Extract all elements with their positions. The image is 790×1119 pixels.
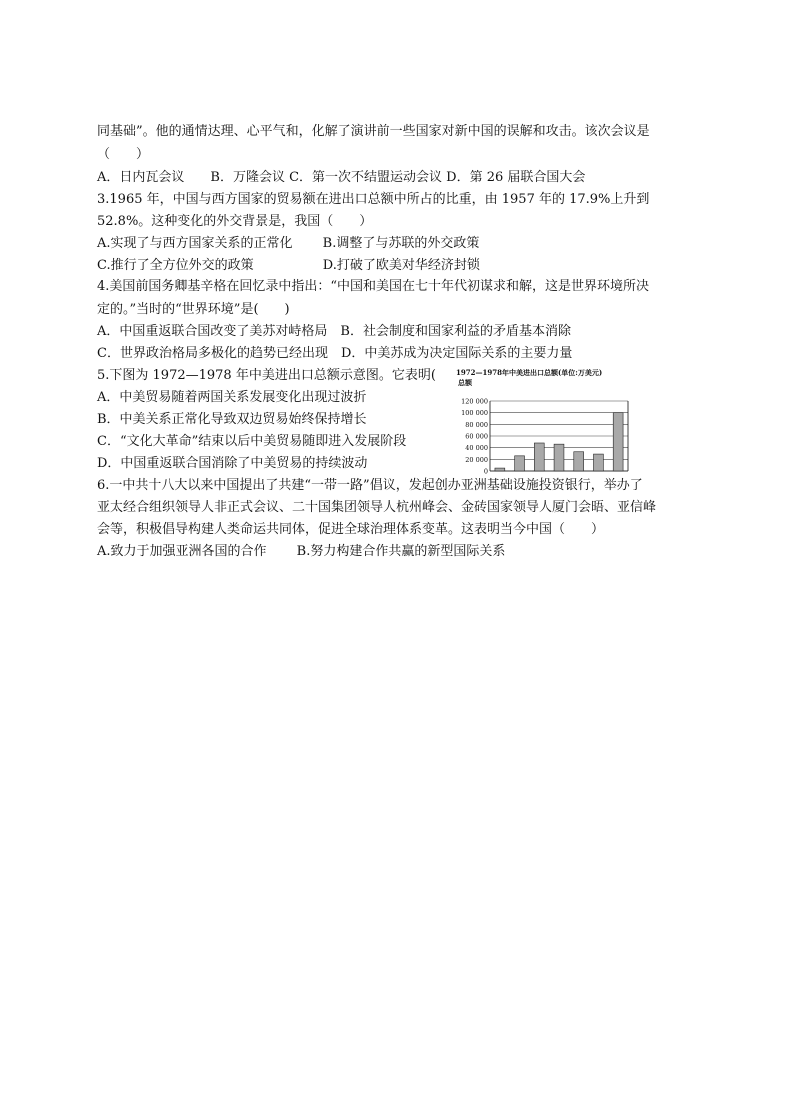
- bar-1976: [574, 452, 584, 471]
- y-tick-label: 80 000: [465, 420, 488, 429]
- y-axis-label: 总额: [458, 378, 472, 387]
- chart-title: 1972—1978年中美进出口总额(单位:万美元): [456, 368, 603, 377]
- text-line: A.实现了与西方国家关系的正常化 B.调整了与苏联的外交政策: [97, 236, 480, 251]
- y-tick-label: 100 000: [461, 409, 488, 418]
- text-line: 5.下图为 1972—1978 年中美进出口总额示意图。它表明(: [97, 368, 436, 383]
- bar-1975: [554, 444, 564, 471]
- text-line: 同基础”。他的通情达理、心平气和，化解了演讲前一些国家对新中国的误解和攻击。该次会议是: [97, 124, 650, 139]
- text-line: A．日内瓦会议 B．万隆会议 C．第一次不结盟运动会议 D．第 26 届联合国大会: [97, 170, 586, 185]
- bar-1978: [613, 413, 623, 471]
- text-line: 会等，积极倡导构建人类命运共同体，促进全球治理体系变革。这表明当今中国（ ）: [97, 522, 605, 537]
- text-line: 6.一中共十八大以来中国提出了共建“一带一路”倡议，发起创办亚洲基础设施投资银行，举办了: [97, 478, 643, 493]
- text-line: D．中国重返联合国消除了中美贸易的持续波动: [97, 456, 368, 471]
- text-line: 4.美国前国务卿基辛格在回忆录中指出：“中国和美国在七十年代初谋求和解，这是世界环境所决: [97, 279, 650, 294]
- chart-svg: [452, 367, 632, 475]
- y-tick-label: 60 000: [465, 432, 488, 441]
- text-line: B．中美关系正常化导致双边贸易始终保持增长: [97, 412, 367, 427]
- text-line: A．中美贸易随着两国关系发展变化出现过波折: [97, 390, 367, 405]
- trade-chart: [452, 367, 632, 475]
- text-line: 亚太经合组织领导人非正式会议、二十国集团领导人杭州峰会、金砖国家领导人厦门会晤、亚信峰: [97, 500, 657, 515]
- text-line: 定的。”当时的“世界环境”是( ): [97, 302, 290, 317]
- y-tick-label: 120 000: [461, 397, 488, 406]
- text-line: C．世界政治格局多极化的趋势已经出现 D．中美苏成为决定国际关系的主要力量: [97, 346, 573, 361]
- bar-1973: [515, 456, 525, 471]
- text-line: C.推行了全方位外交的政策 D.打破了欧美对华经济封锁: [97, 258, 480, 273]
- bar-1977: [594, 454, 604, 471]
- text-line: 3.1965 年，中国与西方国家的贸易额在进出口总额中所占的比重，由 1957 年的 17.9%上升到: [97, 192, 650, 207]
- text-line: （ ）: [97, 147, 150, 162]
- y-tick-label: 20 000: [465, 455, 488, 464]
- text-line: A.致力于加强亚洲各国的合作 B.努力构建合作共赢的新型国际关系: [97, 544, 506, 559]
- text-line: A．中国重返联合国改变了美苏对峙格局 B．社会制度和国家利益的矛盾基本消除: [97, 324, 571, 339]
- y-tick-label: 0: [483, 467, 488, 475]
- text-line: 52.8%。这种变化的外交背景是，我国（ ）: [97, 214, 373, 229]
- bar-1974: [534, 443, 544, 471]
- text-line: C．“文化大革命”结束以后中美贸易随即进入发展阶段: [97, 434, 407, 449]
- bar-1972: [495, 468, 505, 471]
- y-tick-label: 40 000: [465, 444, 488, 453]
